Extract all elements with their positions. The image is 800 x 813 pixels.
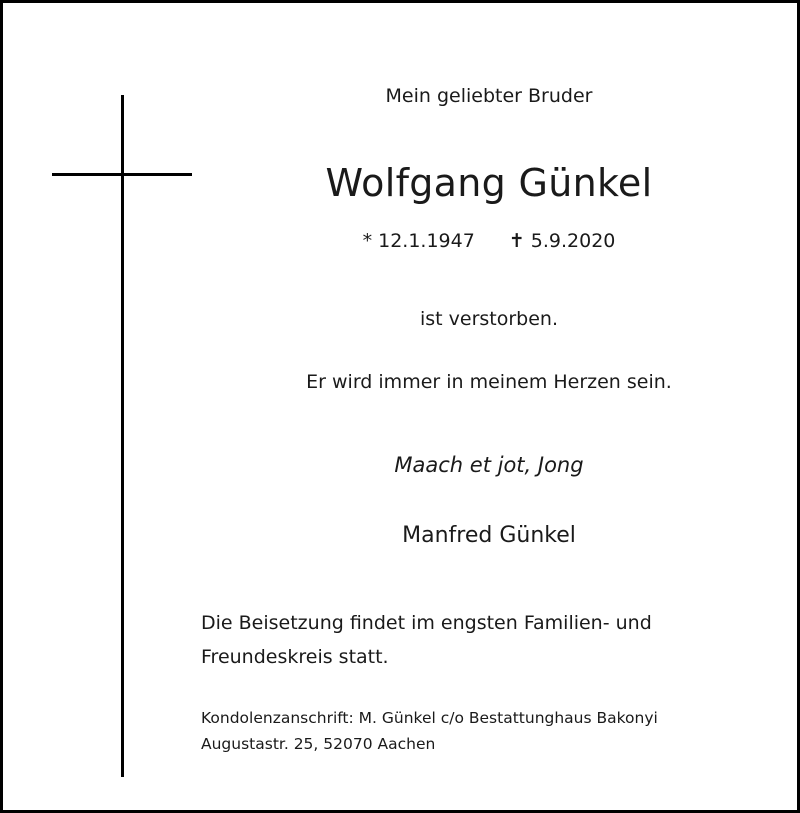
funeral-info <box>201 606 652 674</box>
condolence-line-1: Kondolenzanschrift: M. Günkel c/o Bestattunghaus Bakonyi <box>201 709 658 727</box>
birth-date: * 12.1.1947 <box>362 230 475 252</box>
motto-text: Maach et jot, Jong <box>394 453 584 477</box>
deceased-name: Wolfgang Günkel <box>325 161 653 205</box>
intro-text: Mein geliebter Bruder <box>385 85 593 107</box>
death-date: ✝ 5.9.2020 <box>508 230 616 252</box>
cross-horizontal-bar <box>52 173 192 176</box>
cross-vertical-bar <box>121 95 124 777</box>
funeral-line-2: Freundeskreis statt. <box>201 646 389 668</box>
funeral-line-1: Die Beisetzung findet im engsten Familien- und <box>201 612 652 634</box>
signature: Manfred Günkel <box>402 523 576 548</box>
condolence-line-2: Augustastr. 25, 52070 Aachen <box>201 735 436 753</box>
memory-text: Er wird immer in meinem Herzen sein. <box>306 371 672 393</box>
life-dates <box>289 230 689 252</box>
condolence-address <box>201 705 658 757</box>
passed-text: ist verstorben. <box>419 308 559 330</box>
